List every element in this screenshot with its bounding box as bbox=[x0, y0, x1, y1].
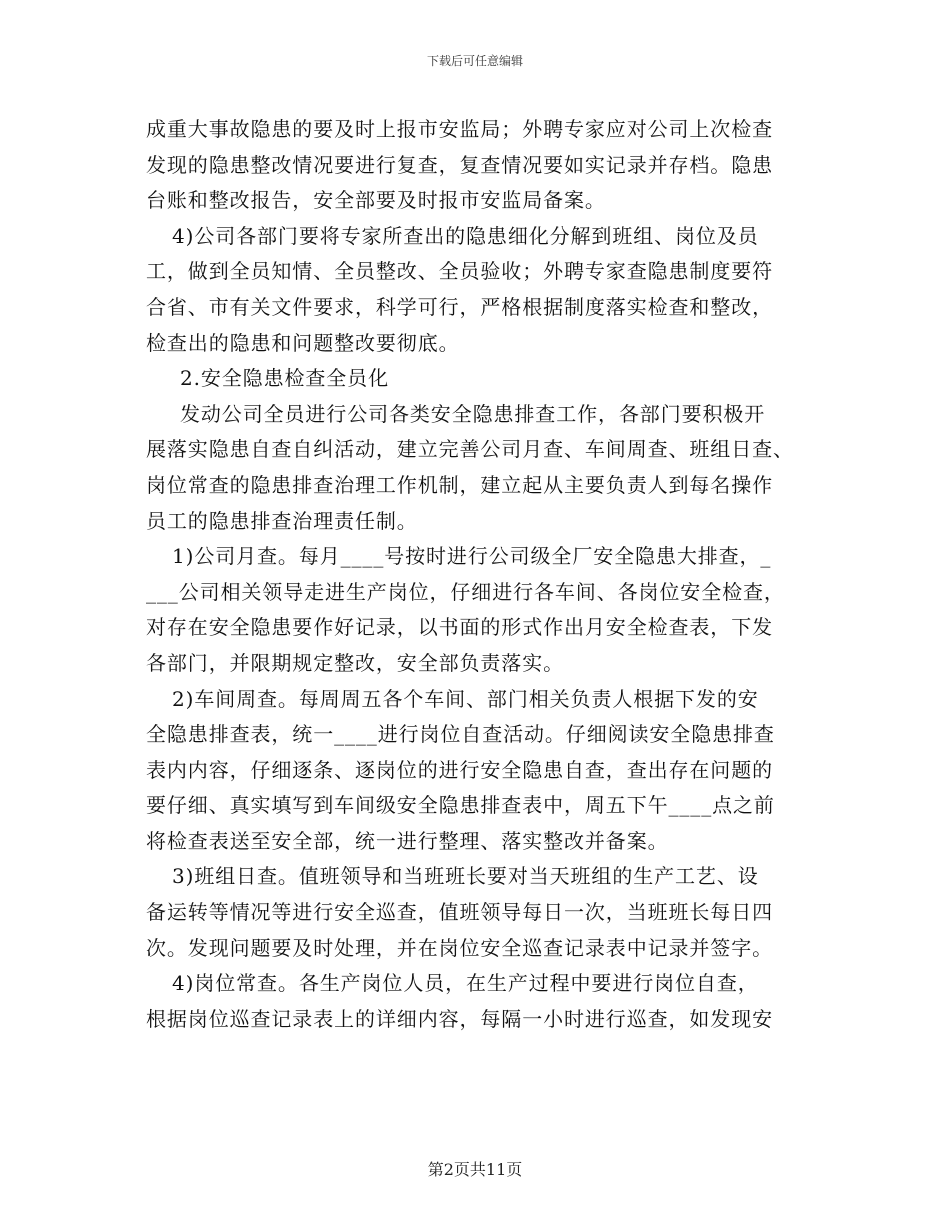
text-line: 工，做到全员知情、全员整改、全员验收；外聘专家查隐患制度要符 bbox=[146, 259, 773, 284]
text-line: 根据岗位巡查记录表上的详细内容，每隔一小时进行巡查，如发现安 bbox=[146, 1006, 773, 1031]
text-line: 次。发现问题要及时处理，并在岗位安全巡查记录表中记录并签字。 bbox=[146, 935, 773, 960]
paragraph-start-line: 1)公司月查。每月____号按时进行公司级全厂安全隐患大排查，_ bbox=[172, 544, 772, 569]
text-line: 对存在安全隐患要作好记录，以书面的形式作出月安全检查表，下发 bbox=[146, 615, 773, 640]
text-line: 将检查表送至安全部，统一进行整理、落实整改并备案。 bbox=[146, 828, 669, 853]
text-line: 检查出的隐患和问题整改要彻底。 bbox=[146, 330, 460, 355]
text-line: 各部门，并限期规定整改，安全部负责落实。 bbox=[146, 650, 564, 675]
paragraph-start-line: 2)车间周查。每周周五各个车间、部门相关负责人根据下发的安 bbox=[172, 686, 759, 711]
text-line: 台账和整改报告，安全部要及时报市安监局备案。 bbox=[146, 188, 606, 213]
paragraph-start-line: 发动公司全员进行公司各类安全隐患排查工作，各部门要积极开 bbox=[180, 401, 766, 426]
text-line: 岗位常查的隐患排查治理工作机制，建立起从主要负责人到每名操作 bbox=[146, 472, 773, 497]
document-body bbox=[146, 112, 802, 1037]
paragraph-start-line: 4)公司各部门要将专家所查出的隐患细化分解到班组、岗位及员 bbox=[172, 223, 759, 248]
text-line: 员工的隐患排查治理责任制。 bbox=[146, 508, 418, 533]
text-line: 发现的隐患整改情况要进行复查，复查情况要如实记录并存档。隐患 bbox=[146, 152, 773, 177]
text-line: 备运转等情况等进行安全巡查，值班领导每日一次，当班班长每日四 bbox=[146, 900, 773, 925]
page-number-footer: 第2页共11页 bbox=[427, 1160, 523, 1179]
paragraph-start-line: 4)岗位常查。各生产岗位人员，在生产过程中要进行岗位自查， bbox=[172, 971, 759, 996]
text-line: 表内内容，仔细逐条、逐岗位的进行安全隐患自查，查出存在问题的 bbox=[146, 757, 773, 782]
text-line: 合省、市有关文件要求，科学可行，严格根据制度落实检查和整改， bbox=[146, 294, 773, 319]
text-line: ___公司相关领导走进生产岗位，仔细进行各车间、各岗位安全检查， bbox=[146, 579, 785, 604]
paragraph-start-line: 3)班组日查。值班领导和当班班长要对当天班组的生产工艺、设 bbox=[172, 864, 759, 889]
text-line: 全隐患排查表，统一____进行岗位自查活动。仔细阅读安全隐患排查 bbox=[146, 722, 775, 747]
page-header: 下载后可任意编辑 bbox=[426, 54, 523, 68]
section-heading: 2.安全隐患检查全员化 bbox=[180, 366, 389, 391]
text-line: 展落实隐患自查自纠活动，建立完善公司月查、车间周查、班组日查、 bbox=[146, 437, 794, 462]
text-line: 要仔细、真实填写到车间级安全隐患排查表中，周五下午____点之前 bbox=[146, 793, 775, 818]
text-line: 成重大事故隐患的要及时上报市安监局；外聘专家应对公司上次检查 bbox=[146, 117, 773, 141]
